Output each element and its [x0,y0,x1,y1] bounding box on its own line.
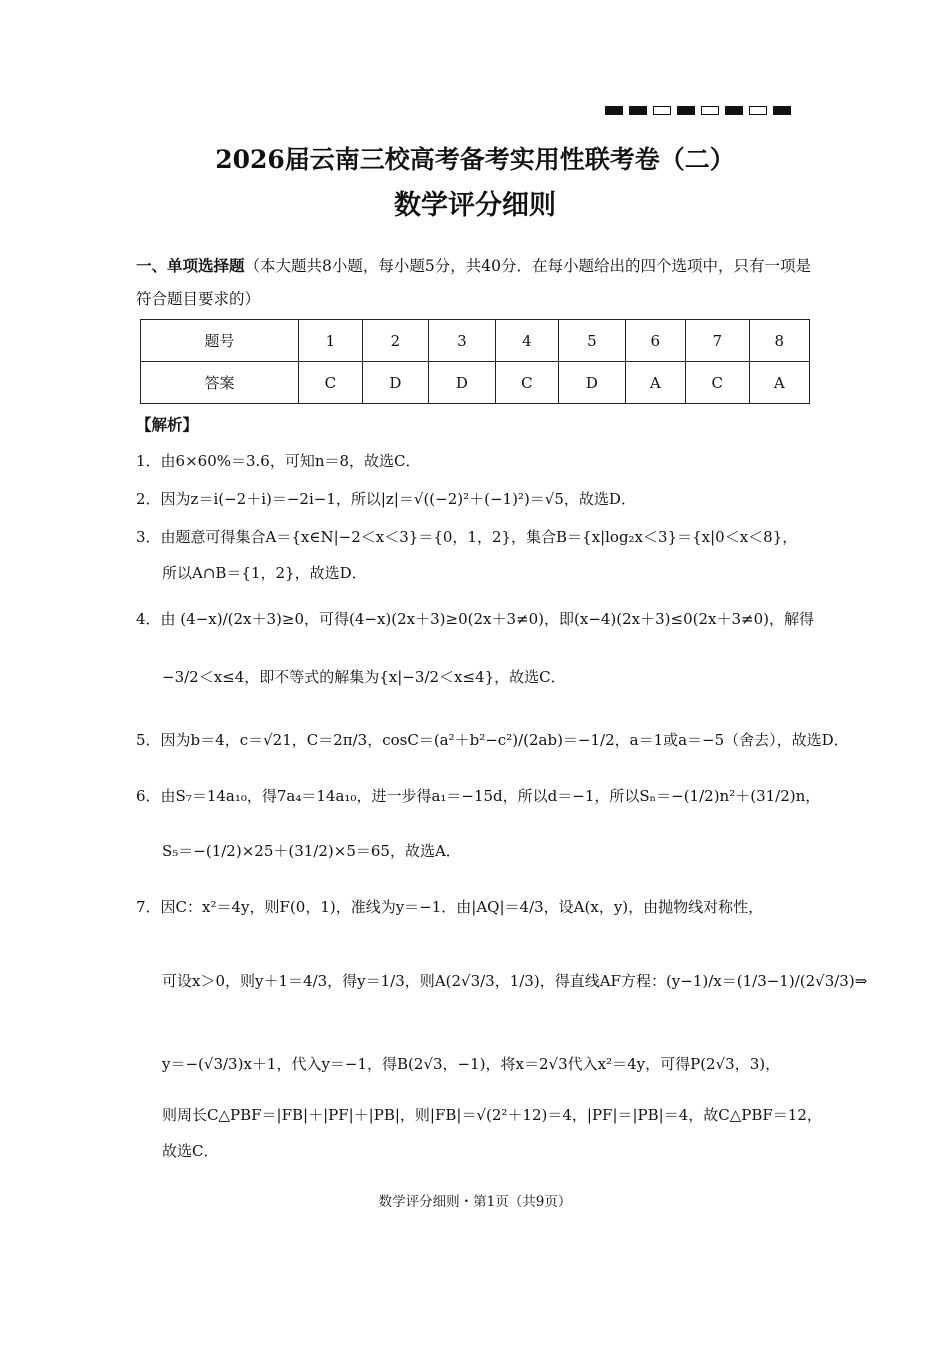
solution-line: S₅＝−(1/2)×25＋(31/2)×5＝65，故选A． [162,842,461,860]
question-number: 8 [749,320,809,362]
exam-title: 2026届云南三校高考备考实用性联考卷（二） [215,145,735,174]
solution-line: 则周长C△PBF＝|FB|＋|PF|＋|PB|，则|FB|＝√(2²＋12)＝4，|PF|＝|PB|＝4，故C△PBF＝12， [162,1106,822,1124]
solution-line: 7．因C：x²＝4y，则F(0，1)，准线为y＝−1．由|AQ|＝4/3，设A(x，y)，由抛物线对称性， [136,898,764,916]
page-footer: 数学评分细则・第1页（共9页） [378,1194,572,1210]
solution-line: 3．由题意可得集合A＝{x∈N|−2＜x＜3}＝{0，1，2}，集合B＝{x|log₂x＜3}＝{x|0＜x＜8}， [136,528,798,546]
answer-table [140,319,810,404]
solution-line: 所以A∩B＝{1，2}，故选D． [162,564,367,582]
code-mark [677,106,695,115]
solution-line: 5．因为b＝4，c＝√21，C＝2π/3，cosC＝(a²＋b²−c²)/(2ab)＝−1/2，a＝1或a＝−5（舍去），故选D． [136,731,849,749]
question-number: 7 [685,320,749,362]
solution-line: 6．由S₇＝14a₁₀，得7a₄＝14a₁₀，进一步得a₁＝−15d，所以d＝−1，所以Sₙ＝−(1/2)n²＋(31/2)n， [136,787,821,805]
code-mark [773,106,791,115]
answer-cell: D [559,362,625,404]
solution-line: 1．由6×60%＝3.6，可知n＝8，故选C． [136,452,421,470]
table-row [141,362,810,404]
code-mark [605,106,623,115]
question-number: 2 [362,320,428,362]
solution-line: 4．由 (4−x)/(2x＋3)≥0，可得(4−x)(2x＋3)≥0(2x＋3≠0)，即(x−4)(2x＋3)≤0(2x＋3≠0)，解得 [136,610,815,628]
table-row [141,320,810,362]
solution-line: 2．因为z＝i(−2＋i)＝−2i−1，所以|z|＝√((−2)²＋(−1)²)＝√5，故选D． [136,490,636,508]
answer-cell: C [299,362,363,404]
question-number: 3 [429,320,495,362]
question-number: 5 [559,320,625,362]
question-number: 4 [495,320,559,362]
code-mark [629,106,647,115]
solution-line: 故选C． [162,1142,219,1160]
code-mark [701,106,719,115]
solution-line: y＝−(√3/3)x＋1，代入y＝−1，得B(2√3，−1)，将x＝2√3代入x²＝4y，可得P(2√3，3)， [162,1055,781,1073]
section-heading [136,250,816,316]
document-subtitle: 数学评分细则 [394,190,556,221]
section-title: 一、单项选择题 [136,257,245,275]
code-mark [653,106,671,115]
question-number: 1 [299,320,363,362]
code-mark [725,106,743,115]
answer-cell: C [685,362,749,404]
code-mark [749,106,767,115]
question-number: 6 [625,320,685,362]
section-description: （本大题共8小题，每小题5分，共40分．在每小题给出的四个选项中，只有一项是符合题目要求的） [136,257,811,308]
answer-cell: A [749,362,809,404]
answer-cell: C [495,362,559,404]
row-label: 答案 [141,362,299,404]
solution-line: 可设x＞0，则y＋1＝4/3，得y＝1/3，则A(2√3/3，1/3)，得直线AF方程：(y−1)/x＝(1/3−1)/(2√3/3)⇒ [162,972,868,990]
answer-cell: A [625,362,685,404]
analysis-heading: 【解析】 [136,416,199,434]
solution-line: −3/2＜x≤4，即不等式的解集为{x|−3/2＜x≤4}，故选C． [162,668,566,686]
answer-cell: D [362,362,428,404]
answer-cell: D [429,362,495,404]
paper-code-marks [605,106,791,115]
row-label: 题号 [141,320,299,362]
